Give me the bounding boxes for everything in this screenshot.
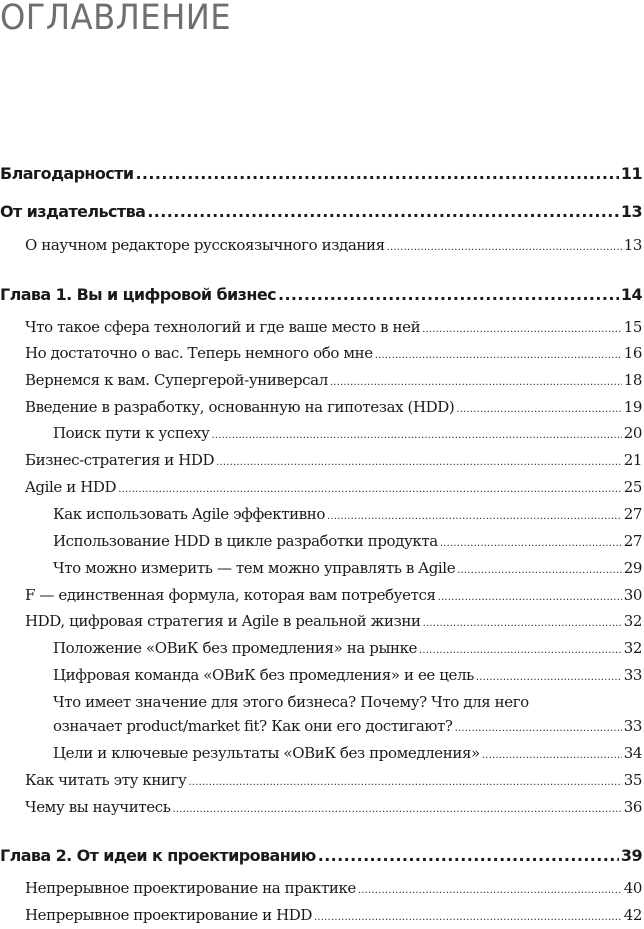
leader-dots: [440, 538, 622, 549]
toc-entry[interactable]: [25, 398, 642, 416]
leader-dots: [314, 912, 622, 923]
leader-dots: [330, 377, 622, 388]
toc-entry-label: Что можно измерить — тем можно управлять в Agile: [53, 559, 456, 577]
toc-entry-scientific-editor[interactable]: [25, 236, 642, 254]
toc-entry-page: 21: [623, 451, 642, 469]
toc-entry-page: 27: [623, 532, 642, 550]
toc-entry[interactable]: [25, 371, 642, 389]
toc-entry-label: Использование HDD в цикле разработки продукта: [53, 532, 438, 550]
toc-entry-label: Но достаточно о вас. Теперь немного обо мне: [25, 344, 373, 362]
toc-entry-label: Вернемся к вам. Супергерой-универсал: [25, 371, 328, 389]
toc-entry-line-2: [53, 717, 642, 735]
leader-dots: [211, 430, 621, 441]
toc-entry[interactable]: [53, 559, 642, 577]
toc-entry[interactable]: [53, 666, 642, 684]
toc-entry-page: 11: [620, 164, 642, 183]
leader-dots: [188, 777, 621, 788]
toc-entry-page: 14: [620, 285, 642, 304]
leader-dots: [358, 885, 622, 896]
toc-entry[interactable]: [25, 798, 642, 816]
toc-entry-label-line-1: Что имеет значение для этого бизнеса? Почему? Что для него: [53, 693, 529, 711]
leader-dots: [387, 242, 622, 253]
toc-entry-page: 25: [623, 478, 642, 496]
toc-entry-label: О научном редакторе русскоязычного издания: [25, 236, 385, 254]
toc-entry[interactable]: [25, 451, 642, 469]
toc-entry-label: Глава 1. Вы и цифровой бизнес: [0, 285, 276, 304]
leader-dots: [327, 511, 622, 522]
toc-entry[interactable]: [25, 344, 642, 362]
toc-entry[interactable]: [25, 318, 642, 336]
toc-entry-page: 13: [623, 236, 642, 254]
toc-entry[interactable]: [25, 879, 642, 897]
toc-entry-page: 20: [623, 424, 642, 442]
leader-dots: [455, 723, 622, 734]
toc-entry-label: Введение в разработку, основанную на гипотезах (HDD): [25, 398, 455, 416]
leader-dots: [457, 565, 622, 576]
leader-dots: [135, 164, 618, 183]
leader-dots: [147, 202, 619, 221]
toc-entry-label: Цели и ключевые результаты «ОВиК без промедления»: [53, 744, 480, 762]
toc-entry[interactable]: [53, 505, 642, 523]
toc-entry-label: Непрерывное проектирование на практике: [25, 879, 356, 897]
toc-entry-label: Бизнес-стратегия и HDD: [25, 451, 215, 469]
toc-entry-page: 19: [623, 398, 642, 416]
leader-dots: [476, 672, 622, 683]
toc-entry-acknowledgements[interactable]: [0, 164, 642, 183]
leader-dots: [318, 846, 619, 865]
toc-entry-label: Поиск пути к успеху: [53, 424, 210, 442]
toc-entry-label: F — единственная формула, которая вам потребуется: [25, 586, 436, 604]
leader-dots: [375, 350, 622, 361]
toc-entry-label: Благодарности: [0, 164, 134, 183]
leader-dots: [118, 484, 622, 495]
toc-entry-label: Как читать эту книгу: [25, 771, 187, 789]
leader-dots: [278, 285, 619, 304]
page-title: ОГЛАВЛЕНИЕ: [0, 0, 232, 38]
leader-dots: [216, 457, 622, 468]
leader-dots: [173, 804, 622, 815]
toc-entry-label: Цифровая команда «ОВиК без промедления» и ее цель: [53, 666, 474, 684]
toc-entry-page: 33: [623, 717, 642, 735]
leader-dots: [423, 618, 622, 629]
toc-entry[interactable]: [53, 532, 642, 550]
toc-entry-page: 40: [623, 879, 642, 897]
toc-entry-page: 27: [623, 505, 642, 523]
leader-dots: [422, 324, 622, 335]
toc-entry[interactable]: [25, 586, 642, 604]
toc-entry-page: 32: [623, 612, 642, 630]
toc-entry-page: 15: [623, 318, 642, 336]
leader-dots: [456, 404, 621, 415]
toc-entry-multiline[interactable]: [53, 693, 642, 741]
toc-entry-page: 30: [623, 586, 642, 604]
toc-entry-label: От издательства: [0, 202, 146, 221]
toc-entry-label: Как использовать Agile эффективно: [53, 505, 326, 523]
toc-entry-label: HDD, цифровая стратегия и Agile в реальной жизни: [25, 612, 421, 630]
toc-entry-page: 39: [620, 846, 642, 865]
leader-dots: [419, 645, 622, 656]
toc-entry-page: 36: [623, 798, 642, 816]
leader-dots: [482, 750, 622, 761]
toc-entry[interactable]: [53, 424, 642, 442]
toc-entry-label: Положение «ОВиК без промедления» на рынке: [53, 639, 418, 657]
toc-entry-page: 33: [623, 666, 642, 684]
toc-entry-label: означает product/market fit? Как они его достигают?: [53, 717, 453, 735]
toc-entry-label: Agile и HDD: [25, 478, 117, 496]
toc-entry-chapter-2[interactable]: [0, 846, 642, 865]
toc-entry[interactable]: [25, 478, 642, 496]
toc-entry-page: 29: [623, 559, 642, 577]
toc-entry-label: Непрерывное проектирование и HDD: [25, 906, 313, 924]
toc-entry[interactable]: [25, 612, 642, 630]
toc-entry-from-publisher[interactable]: [0, 202, 642, 221]
toc-entry-label: Что такое сфера технологий и где ваше место в ней: [25, 318, 421, 336]
toc-entry-page: 32: [623, 639, 642, 657]
toc-entry-page: 18: [623, 371, 642, 389]
toc-entry-page: 34: [623, 744, 642, 762]
toc-entry-label: Чему вы научитесь: [25, 798, 171, 816]
toc-entry-label: Глава 2. От идеи к проектированию: [0, 846, 316, 865]
toc-entry-page: 16: [623, 344, 642, 362]
leader-dots: [438, 592, 622, 603]
toc-entry[interactable]: [53, 744, 642, 762]
toc-entry[interactable]: [25, 906, 642, 924]
toc-entry-page: 13: [620, 202, 642, 221]
toc-entry-page: 35: [623, 771, 642, 789]
toc-entry[interactable]: [25, 771, 642, 789]
toc-entry-chapter-1[interactable]: [0, 285, 642, 304]
toc-entry-page: 42: [623, 906, 642, 924]
toc-entry[interactable]: [53, 639, 642, 657]
